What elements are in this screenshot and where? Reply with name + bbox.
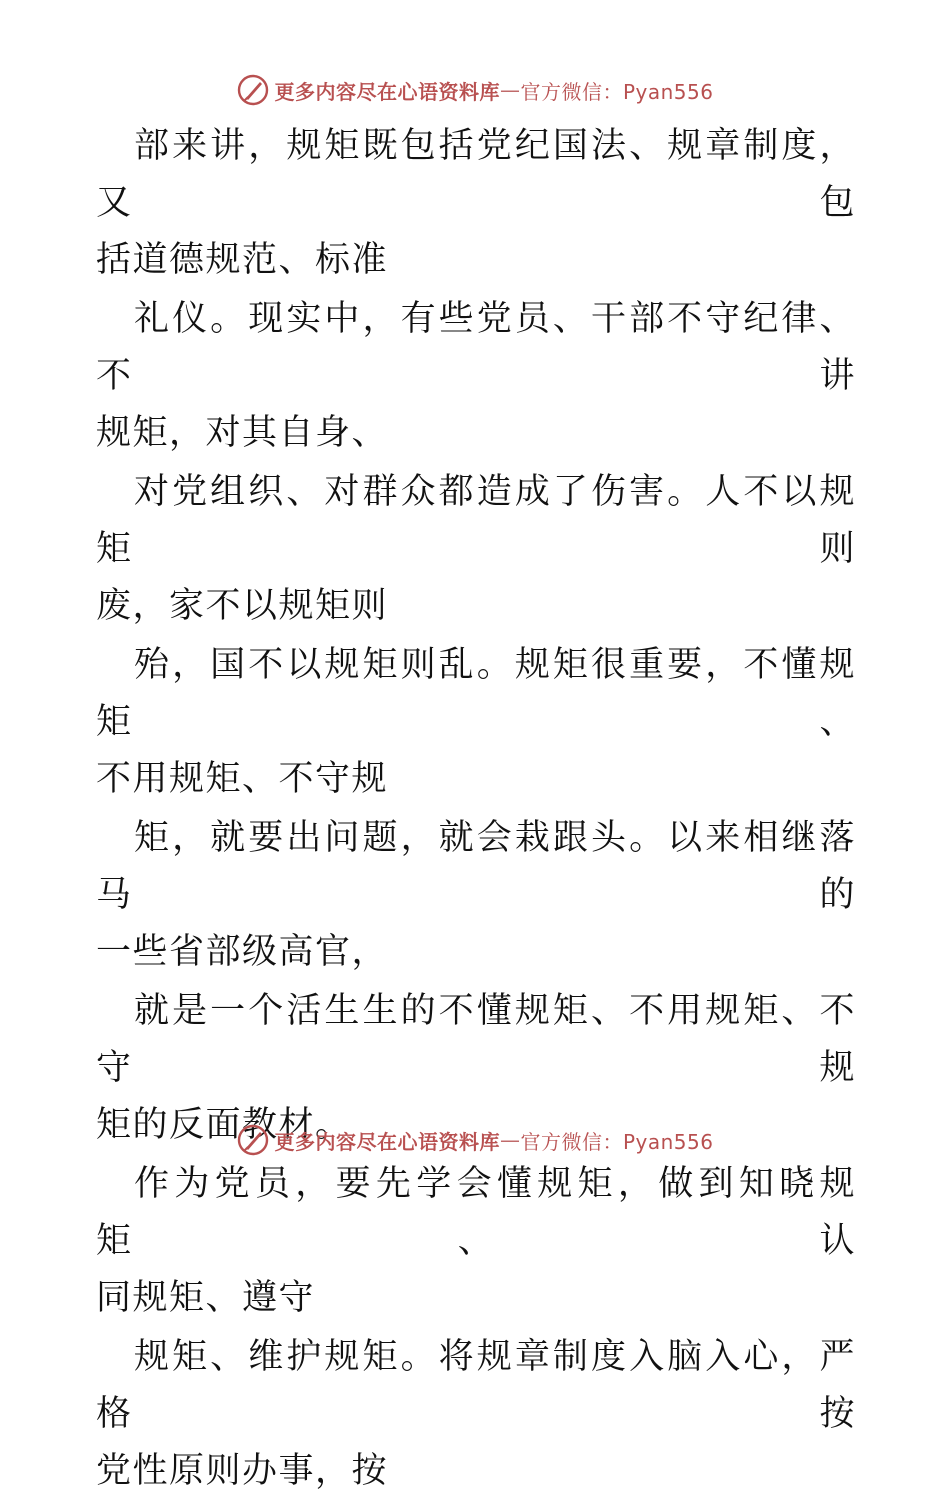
- paragraph-line: 规矩，对其自身、: [96, 413, 389, 453]
- paragraph-line: 就是一个活生生的不懂规矩、不用规矩、不守规: [96, 991, 856, 1088]
- paragraph-line: 矩，就要出问题，就会栽跟头。以来相继落马的: [96, 818, 856, 915]
- quill-logo-icon: [236, 73, 270, 107]
- banner-separator: —: [499, 1128, 521, 1152]
- paragraph: [96, 118, 856, 289]
- banner-wechat-text: 官方微信：Pyan556: [520, 79, 714, 104]
- paragraph-line: 党性原则办事，按: [96, 1451, 389, 1491]
- paragraph-line: 部来讲，规矩既包括党纪国法、规章制度，又包: [96, 126, 856, 223]
- paragraph-line: 作为党员，要先学会懂规矩，做到知晓规矩、认: [96, 1164, 856, 1261]
- paragraph-line: 殆，国不以规矩则乱。规矩很重要，不懂规矩、: [96, 645, 856, 742]
- paragraph-line: 括道德规范、标准: [96, 240, 389, 280]
- paragraph-line: 礼仪。现实中，有些党员、干部不守纪律、不讲: [96, 299, 856, 396]
- paragraph: [96, 1329, 856, 1500]
- paragraph-line: 一些省部级高官，: [96, 932, 389, 972]
- paragraph-line: 不用规矩、不守规: [96, 759, 389, 799]
- header-banner: [0, 70, 950, 110]
- paragraph-line: 同规矩、遵守: [96, 1278, 316, 1318]
- paragraph: [96, 464, 856, 635]
- document-body: [96, 118, 856, 1502]
- footer-banner: [0, 1120, 950, 1160]
- quill-logo-icon: [236, 1123, 270, 1157]
- banner-separator: —: [499, 78, 521, 102]
- banner-main-text: 更多内容尽在心语资料库: [274, 1129, 500, 1154]
- paragraph: [96, 810, 856, 981]
- banner-main-text: 更多内容尽在心语资料库: [274, 79, 500, 104]
- paragraph-line: 对党组织、对群众都造成了伤害。人不以规矩则: [96, 472, 856, 569]
- paragraph-line: 矩的反面教材。: [96, 1105, 352, 1145]
- paragraph: [96, 291, 856, 462]
- paragraph-line: 废，家不以规矩则: [96, 586, 389, 626]
- paragraph: [96, 1156, 856, 1327]
- banner-wechat-text: 官方微信：Pyan556: [520, 1129, 714, 1154]
- paragraph-line: 规矩、维护规矩。将规章制度入脑入心，严格按: [96, 1337, 856, 1434]
- paragraph: [96, 637, 856, 808]
